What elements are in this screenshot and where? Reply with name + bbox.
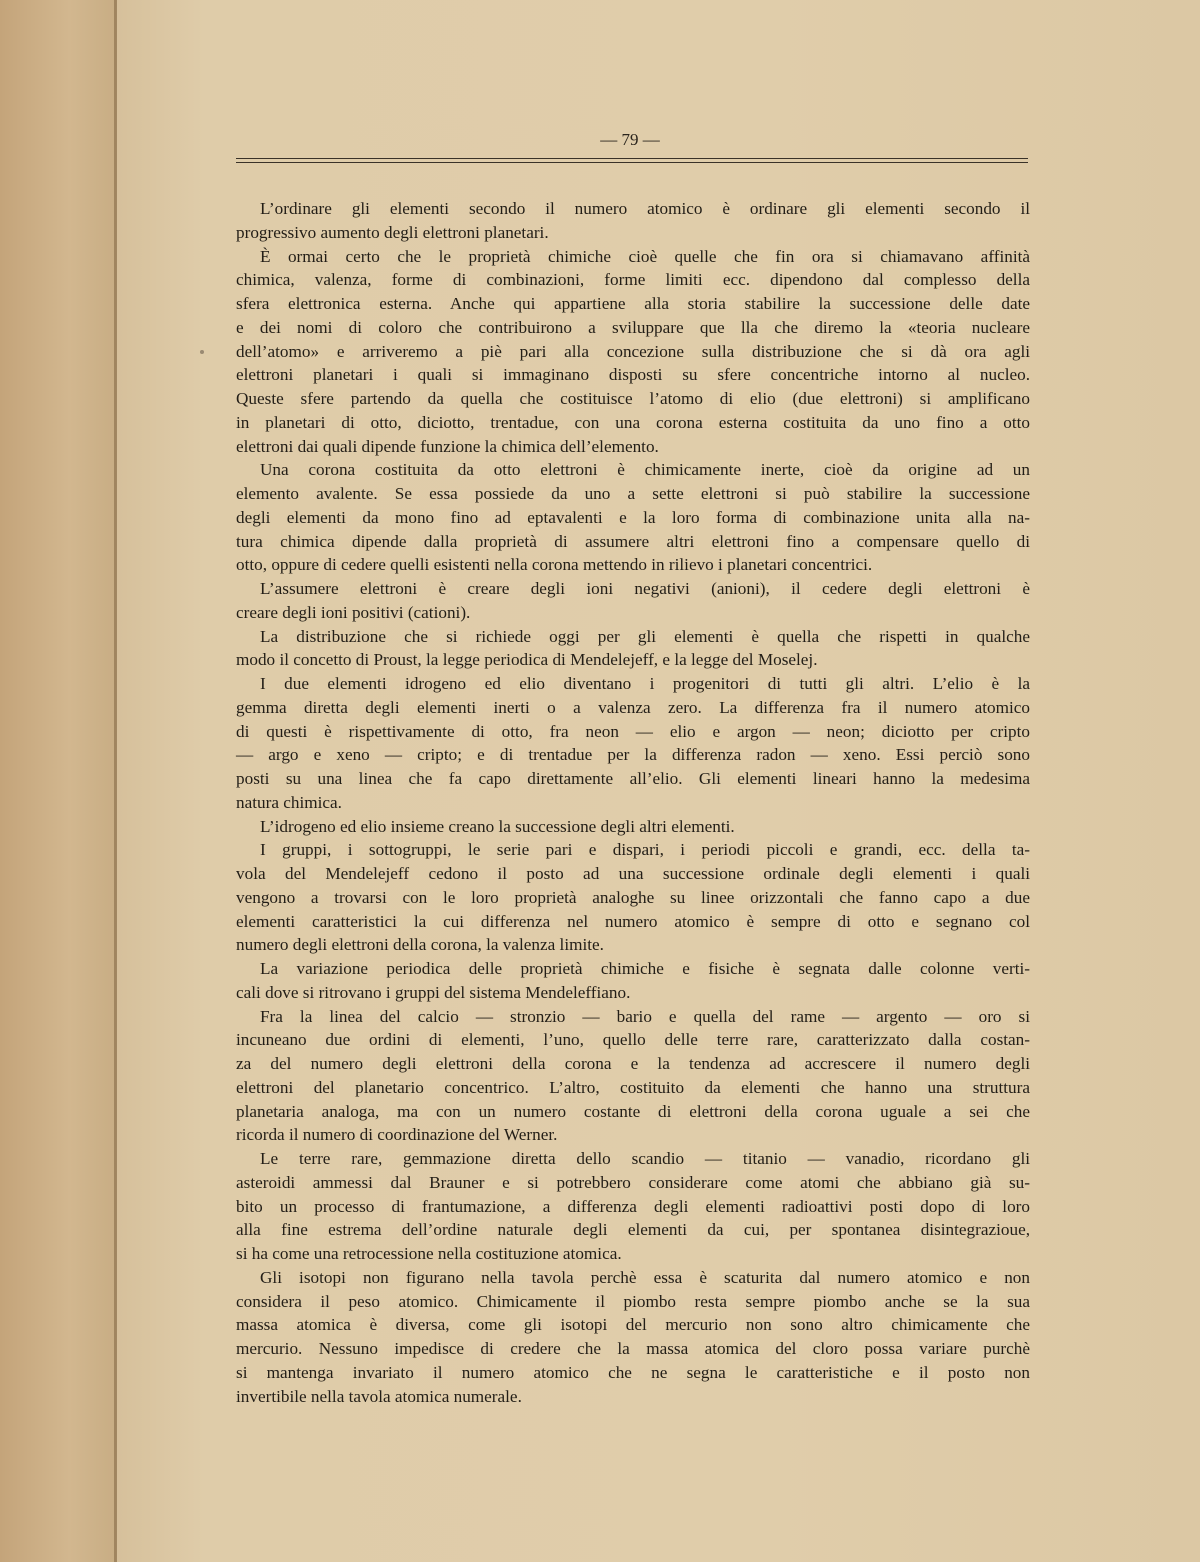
text-line: L’assumere elettroni è creare degli ioni negativi (anioni), il cedere degli elettroni è <box>260 579 1030 598</box>
text-line: La variazione periodica delle proprietà chimiche e fisiche è segnata dalle colonne verti- <box>260 959 1030 978</box>
text-line: È ormai certo che le proprietà chimiche cioè quelle che fin ora si chiamavano affinità <box>260 246 1030 266</box>
text-line: invertibile nella tavola atomica numerale. <box>236 1386 522 1406</box>
text-line: gemma diretta degli elementi inerti o a valenza zero. La differenza fra il numero atomico <box>236 697 1030 717</box>
text-line: ricorda il numero di coordinazione del Werner. <box>236 1125 558 1145</box>
text-line: planetaria analoga, ma con un numero costante di elettroni della corona uguale a sei che <box>236 1101 1030 1121</box>
text-line: cali dove si ritrovano i gruppi del sistema Mendeleffiano. <box>236 982 631 1002</box>
header-rule-bottom <box>236 162 1028 163</box>
text-line: di questi è rispettivamente di otto, fra neon — elio e argon — neon; diciotto per cripto <box>236 721 1030 741</box>
text-line: considera il peso atomico. Chimicamente il piombo resta sempre piombo anche se la sua <box>236 1291 1030 1311</box>
paragraph <box>236 672 1030 815</box>
paragraph <box>236 245 1030 459</box>
text-line: I gruppi, i sottogruppi, le serie pari e dispari, i periodi piccoli e grandi, ecc. della ta- <box>260 840 1030 860</box>
paragraph <box>236 1147 1030 1266</box>
text-line: chimica, valenza, forme di combinazioni, forme limiti ecc. dipendono dal complesso della <box>236 270 1030 290</box>
text-line: asteroidi ammessi dal Brauner e si potrebbero considerare come atomi che abbiano già su- <box>236 1172 1030 1192</box>
paragraph <box>236 1266 1030 1409</box>
margin-speck <box>200 350 204 354</box>
text-line: si ha come una retrocessione nella costituzione atomica. <box>236 1244 622 1263</box>
text-line: La distribuzione che si richiede oggi per gli elementi è quella che rispetti in qualche <box>260 626 1030 646</box>
page-number: — 79 — <box>600 130 660 149</box>
text-line: creare degli ioni positivi (cationi). <box>236 602 471 622</box>
text-line: I due elementi idrogeno ed elio diventano i progenitori di tutti gli altri. L’elio è la <box>260 674 1030 693</box>
text-line: za del numero degli elettroni della corona e la tendenza ad accrescere il numero degli <box>236 1054 1030 1073</box>
text-line: elementi caratteristici la cui differenza nel numero atomico è sempre di otto e segnano col <box>236 911 1030 931</box>
text-line: Gli isotopi non figurano nella tavola perchè essa è scaturita dal numero atomico e non <box>260 1267 1030 1287</box>
text-line: alla fine estrema dell’ordine naturale degli elementi da cui, per spontanea disintegrazioue, <box>236 1220 1030 1240</box>
text-line: si mantenga invariato il numero atomico che ne segna le caratteristiche e il posto non <box>236 1362 1030 1382</box>
paragraph <box>236 957 1030 1005</box>
text-line: natura chimica. <box>236 792 342 812</box>
text-line: posti su una linea che fa capo direttamente all’elio. Gli elementi lineari hanno la medesima <box>236 769 1030 788</box>
text-line: dell’atomo» e arriveremo a piè pari alla concezione sulla distribuzione che si dà ora agli <box>236 341 1030 361</box>
text-line: degli elementi da mono fino ad eptavalenti e la loro forma di combinazione unita alla na- <box>236 507 1030 527</box>
text-line: — argo e xeno — cripto; e di trentadue per la differenza radon — xeno. Essi perciò sono <box>236 745 1030 765</box>
text-line: L’idrogeno ed elio insieme creano la successione degli altri elementi. <box>260 816 735 836</box>
text-line: Fra la linea del calcio — stronzio — bario e quella del rame — argento — oro si <box>260 1006 1030 1026</box>
paragraph <box>236 458 1030 577</box>
paragraph <box>236 838 1030 957</box>
text-line: L’ordinare gli elementi secondo il numero atomico è ordinare gli elementi secondo il <box>260 199 1030 218</box>
text-line: in planetari di otto, diciotto, trentadue, con una corona esterna costituita da uno fino a otto <box>236 412 1030 432</box>
text-line: Queste sfere partendo da quella che costituisce l’atomo di elio (due elettroni) si amplificano <box>236 389 1030 408</box>
body-text <box>236 197 1030 1408</box>
text-line: massa atomica è diversa, come gli isotopi del mercurio non sono altro chimicamente che <box>236 1315 1030 1335</box>
text-line: modo il concetto di Proust, la legge periodica di Mendelejeff, e la legge del Moselej. <box>236 650 818 670</box>
text-line: vengono a trovarsi con le loro proprietà analoghe su linee orizzontali che fanno capo a due <box>236 887 1030 907</box>
text-line: tura chimica dipende dalla proprietà di assumere altri elettroni fino a compensare quello di <box>236 531 1030 551</box>
paragraph <box>236 1005 1030 1148</box>
text-line: numero degli elettroni della corona, la valenza limite. <box>236 935 604 955</box>
header-rule-top <box>236 158 1028 159</box>
text-line: Una corona costituita da otto elettroni è chimicamente inerte, cioè da origine ad un <box>260 460 1030 480</box>
text-line: elettroni dai quali dipende funzione la chimica dell’elemento. <box>236 436 659 456</box>
paragraph <box>236 577 1030 625</box>
text-line: e dei nomi di coloro che contribuirono a sviluppare que lla che diremo la «teoria nucleare <box>236 317 1030 337</box>
text-line: sfera elettronica esterna. Anche qui appartiene alla storia stabilire la successione delle date <box>236 294 1030 313</box>
text-line: incuneano due ordini di elementi, l’uno, quello delle terre rare, caratterizzato dalla costan- <box>236 1030 1030 1050</box>
text-line: vola del Mendelejeff cedono il posto ad una successione ordinale degli elementi i quali <box>236 864 1030 883</box>
text-line: mercurio. Nessuno impedisce di credere che la massa atomica del cloro possa variare purchè <box>236 1339 1030 1358</box>
text-line: elemento avalente. Se essa possiede da uno a sette elettroni si può stabilire la successione <box>236 484 1030 503</box>
paragraph <box>236 815 1030 839</box>
facing-page-edge <box>0 0 116 1562</box>
text-line: Le terre rare, gemmazione diretta dello scandio — titanio — vanadio, ricordano gli <box>260 1149 1030 1168</box>
text-line: elettroni del planetario concentrico. L’altro, costituito da elementi che hanno una struttura <box>236 1077 1030 1097</box>
text-line: progressivo aumento degli elettroni planetari. <box>236 222 549 242</box>
text-line: elettroni planetari i quali si immaginano disposti su sfere concentriche intorno al nucleo. <box>236 365 1030 385</box>
paragraph <box>236 625 1030 673</box>
text-line: bito un processo di frantumazione, a differenza degli elementi radioattivi posti dopo di loro <box>236 1196 1030 1216</box>
text-line: otto, oppure di cedere quelli esistenti nella corona mettendo in rilievo i planetari concentrici. <box>236 555 873 575</box>
paragraph <box>236 197 1030 245</box>
